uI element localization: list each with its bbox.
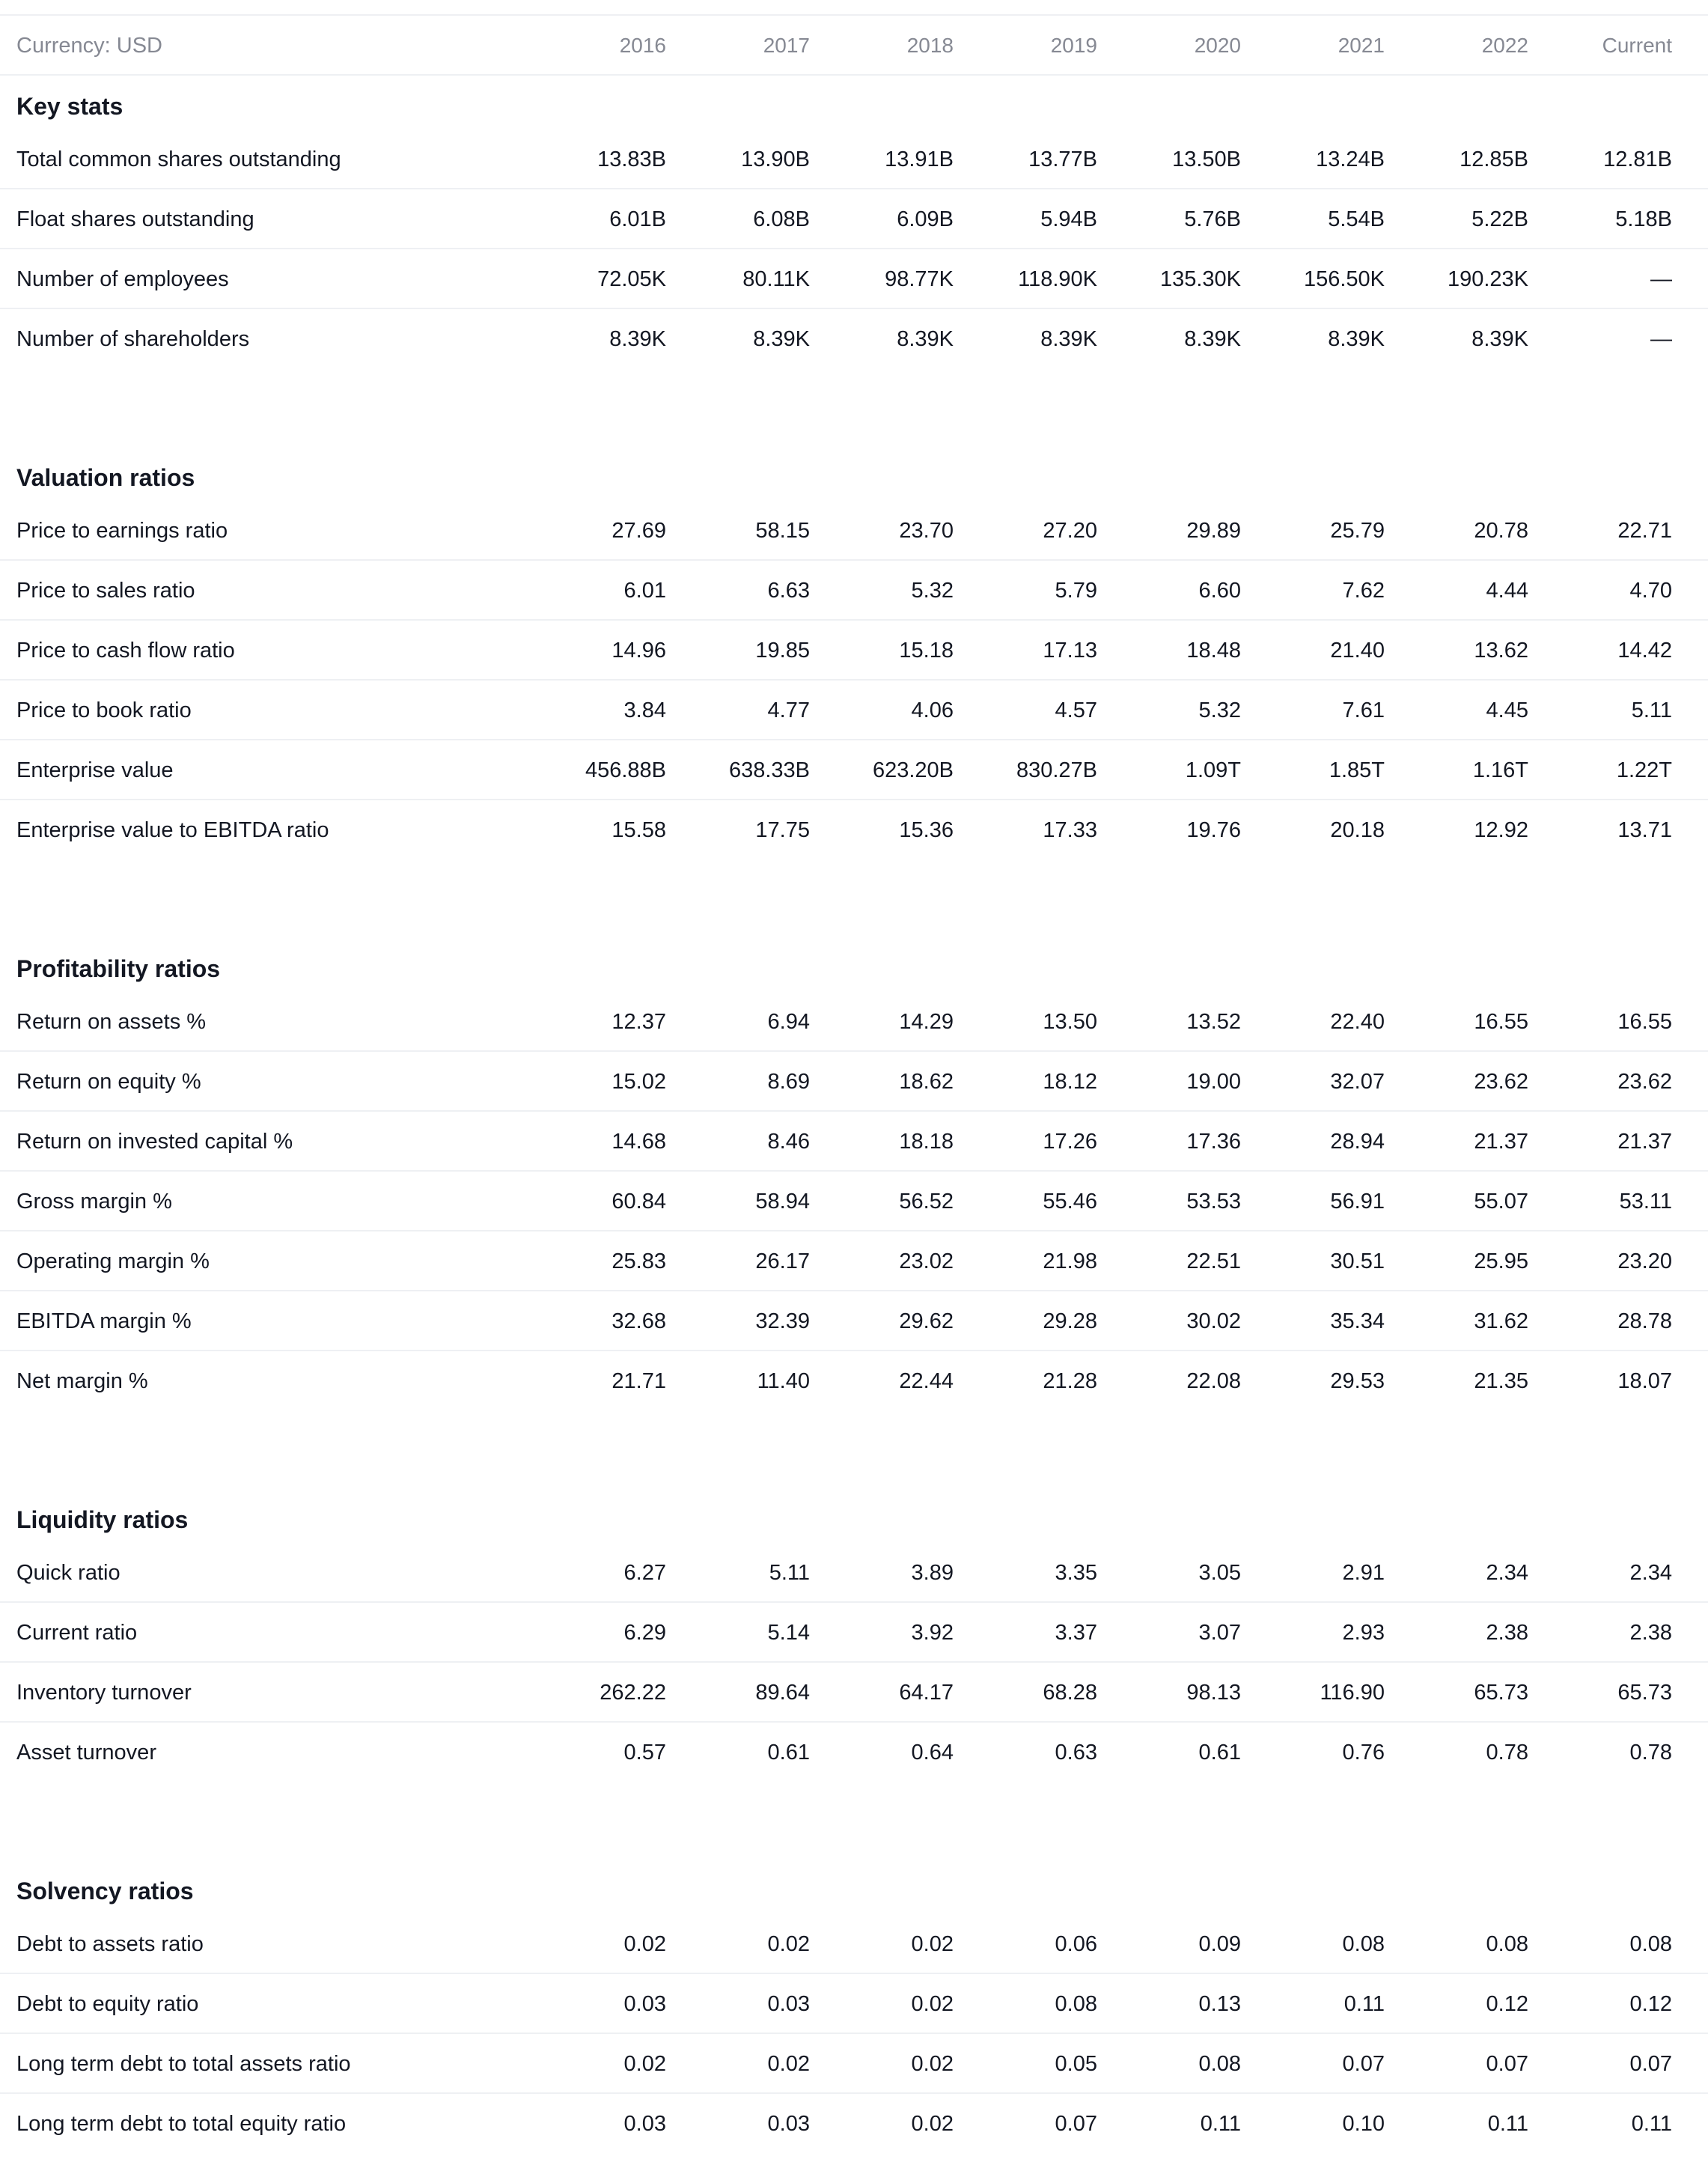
row-value-2018: 29.62 [899, 1309, 954, 1333]
row-value-2018: 5.32 [911, 579, 954, 603]
row-value-2018: 23.70 [899, 519, 954, 543]
row-value-2022: 13.62 [1474, 639, 1528, 663]
row-value-2020: 53.53 [1186, 1190, 1241, 1214]
row-value-2017: 6.94 [767, 1010, 810, 1034]
row-value-2017: 4.77 [767, 698, 810, 722]
row-value-2022: 20.78 [1474, 519, 1528, 543]
row-value-2019: 0.06 [1055, 1932, 1097, 1956]
row-label: Long term debt to total equity ratio [16, 2112, 347, 2136]
row-value-2018: 56.52 [899, 1190, 954, 1214]
section-title-liquidity-ratios: Liquidity ratios [16, 1506, 189, 1533]
row-value-2016: 60.84 [611, 1190, 666, 1214]
row-value-2022: 12.85B [1460, 147, 1528, 171]
table-header-row [0, 16, 1708, 76]
row-value-2016: 12.37 [611, 1010, 666, 1034]
row-value-2018: 6.09B [897, 207, 954, 231]
table-row [0, 2094, 1708, 2154]
row-value-2018: 8.39K [897, 327, 954, 351]
row-label: Total common shares outstanding [16, 147, 341, 171]
row-value-2021: 2.93 [1342, 1621, 1385, 1645]
row-value-2020: 0.09 [1198, 1932, 1241, 1956]
row-value-2017: 5.14 [767, 1621, 810, 1645]
row-value-current: 14.42 [1617, 639, 1672, 663]
row-value-2016: 25.83 [611, 1249, 666, 1273]
column-header-2022: 2022 [1481, 34, 1528, 57]
row-value-2021: 8.39K [1328, 327, 1385, 351]
row-value-2022: 0.07 [1486, 2052, 1528, 2076]
row-value-2021: 25.79 [1330, 519, 1385, 543]
row-value-2017: 8.39K [753, 327, 810, 351]
row-value-2021: 0.10 [1342, 2112, 1385, 2136]
row-value-2020: 30.02 [1186, 1309, 1241, 1333]
row-label: Enterprise value to EBITDA ratio [16, 818, 329, 842]
row-value-2018: 14.29 [899, 1010, 954, 1034]
row-value-2022: 4.45 [1486, 698, 1528, 722]
row-value-2022: 31.62 [1474, 1309, 1528, 1333]
table-row [0, 621, 1708, 681]
row-value-2017: 8.46 [767, 1130, 810, 1154]
row-value-2019: 29.28 [1043, 1309, 1097, 1333]
row-value-2022: 4.44 [1486, 579, 1528, 603]
row-value-2017: 0.03 [767, 1992, 810, 2016]
row-value-2016: 0.57 [623, 1741, 666, 1765]
row-label: Price to sales ratio [16, 579, 195, 603]
section-title-profitability-ratios: Profitability ratios [16, 955, 221, 982]
table-row [0, 1603, 1708, 1663]
row-value-current: 12.81B [1603, 147, 1672, 171]
row-value-2018: 15.18 [899, 639, 954, 663]
row-value-2018: 15.36 [899, 818, 954, 842]
row-label: Return on invested capital % [16, 1130, 293, 1154]
table-row [0, 992, 1708, 1052]
row-value-2019: 68.28 [1043, 1681, 1097, 1705]
row-value-current: 5.11 [1631, 698, 1672, 722]
row-value-2020: 29.89 [1186, 519, 1241, 543]
row-value-2020: 3.05 [1198, 1561, 1241, 1585]
row-value-2019: 21.98 [1043, 1249, 1097, 1273]
row-value-2020: 22.51 [1186, 1249, 1241, 1273]
row-value-2021: 7.61 [1342, 698, 1385, 722]
row-value-2016: 262.22 [600, 1681, 666, 1705]
row-value-2016: 0.02 [623, 1932, 666, 1956]
row-value-2022: 2.34 [1486, 1561, 1528, 1585]
row-value-2016: 14.96 [611, 639, 666, 663]
row-label: Price to book ratio [16, 698, 192, 722]
column-header-2019: 2019 [1050, 34, 1097, 57]
row-label: Asset turnover [16, 1741, 156, 1765]
row-value-2016: 0.02 [623, 2052, 666, 2076]
row-value-2020: 17.36 [1186, 1130, 1241, 1154]
row-value-2022: 21.35 [1474, 1369, 1528, 1393]
row-value-2021: 28.94 [1330, 1130, 1385, 1154]
row-value-2017: 0.02 [767, 2052, 810, 2076]
column-header-2021: 2021 [1338, 34, 1385, 57]
row-label: Number of shareholders [16, 327, 250, 351]
row-value-2017: 58.94 [755, 1190, 810, 1214]
header-divider [0, 74, 1708, 76]
row-value-2020: 0.08 [1198, 2052, 1241, 2076]
row-value-current: 23.62 [1617, 1070, 1672, 1094]
row-value-2020: 22.08 [1186, 1369, 1241, 1393]
row-value-2020: 0.13 [1198, 1992, 1241, 2016]
row-value-2021: 116.90 [1320, 1681, 1385, 1705]
row-value-2016: 27.69 [611, 519, 666, 543]
row-label: Price to cash flow ratio [16, 639, 235, 663]
row-value-2018: 18.62 [899, 1070, 954, 1094]
row-value-2020: 0.11 [1200, 2112, 1241, 2136]
table-row [0, 1052, 1708, 1112]
row-value-2019: 55.46 [1043, 1190, 1097, 1214]
row-value-2017: 8.69 [767, 1070, 810, 1094]
row-label: Quick ratio [16, 1561, 121, 1585]
table-row [0, 561, 1708, 621]
row-value-2019: 0.07 [1055, 2112, 1097, 2136]
row-value-2022: 5.22B [1471, 207, 1528, 231]
row-value-2022: 8.39K [1471, 327, 1528, 351]
table-row [0, 1231, 1708, 1291]
row-value-current: 0.78 [1629, 1741, 1672, 1765]
row-label: Return on equity % [16, 1070, 201, 1094]
row-value-2022: 0.08 [1486, 1932, 1528, 1956]
section-title-valuation-ratios: Valuation ratios [16, 464, 195, 491]
row-value-2020: 13.50B [1172, 147, 1241, 171]
row-value-2017: 6.08B [753, 207, 810, 231]
row-value-2019: 0.08 [1055, 1992, 1097, 2016]
row-value-2019: 118.90K [1018, 267, 1097, 291]
row-value-current: 0.12 [1629, 1992, 1672, 2016]
table-row [0, 130, 1708, 189]
row-value-2019: 4.57 [1055, 698, 1097, 722]
row-value-2018: 64.17 [899, 1681, 954, 1705]
row-value-2017: 17.75 [755, 818, 810, 842]
table-row [0, 2034, 1708, 2094]
row-value-2017: 80.11K [742, 267, 810, 291]
table-row [0, 1723, 1708, 1782]
row-value-current: 18.07 [1617, 1369, 1672, 1393]
row-value-2016: 32.68 [611, 1309, 666, 1333]
row-label: Debt to equity ratio [16, 1992, 199, 2016]
row-value-2020: 8.39K [1184, 327, 1241, 351]
row-value-2021: 0.76 [1342, 1741, 1385, 1765]
table-row [0, 1914, 1708, 1974]
row-value-2021: 56.91 [1330, 1190, 1385, 1214]
row-value-2020: 19.00 [1186, 1070, 1241, 1094]
row-label: EBITDA margin % [16, 1309, 192, 1333]
currency-label: Currency: USD [16, 34, 162, 58]
row-value-2021: 35.34 [1330, 1309, 1385, 1333]
column-header-2020: 2020 [1194, 34, 1241, 57]
row-value-2018: 13.91B [885, 147, 954, 171]
table-row [0, 1543, 1708, 1603]
row-value-2022: 16.55 [1474, 1010, 1528, 1034]
row-value-2021: 0.07 [1342, 2052, 1385, 2076]
table-row [0, 1172, 1708, 1231]
row-value-2018: 0.02 [911, 1992, 954, 2016]
row-label: Operating margin % [16, 1249, 210, 1273]
row-value-2022: 0.78 [1486, 1741, 1528, 1765]
row-value-2017: 26.17 [755, 1249, 810, 1273]
row-value-2019: 13.77B [1028, 147, 1097, 171]
table-row [0, 1112, 1708, 1172]
row-value-current: 16.55 [1617, 1010, 1672, 1034]
row-value-2017: 19.85 [755, 639, 810, 663]
row-label: Gross margin % [16, 1190, 172, 1214]
row-value-2017: 32.39 [755, 1309, 810, 1333]
row-value-current: 28.78 [1617, 1309, 1672, 1333]
row-value-2022: 25.95 [1474, 1249, 1528, 1273]
row-value-2020: 0.61 [1198, 1741, 1241, 1765]
row-value-2020: 1.09T [1185, 758, 1241, 782]
row-value-current: 5.18B [1615, 207, 1672, 231]
row-value-2021: 13.24B [1316, 147, 1385, 171]
table-row [0, 1974, 1708, 2034]
row-value-2016: 3.84 [623, 698, 666, 722]
row-value-2017: 0.03 [767, 2112, 810, 2136]
row-value-2018: 23.02 [899, 1249, 954, 1273]
row-label: Price to earnings ratio [16, 519, 228, 543]
column-header-2017: 2017 [763, 34, 810, 57]
column-header-current: Current [1602, 34, 1672, 57]
row-value-2016: 15.58 [611, 818, 666, 842]
section-title-key-stats: Key stats [16, 93, 123, 120]
row-value-2018: 3.89 [911, 1561, 954, 1585]
row-value-2019: 18.12 [1043, 1070, 1097, 1094]
table-row [0, 1291, 1708, 1351]
table-row [0, 1663, 1708, 1723]
row-value-2017: 58.15 [755, 519, 810, 543]
row-value-2018: 623.20B [872, 758, 954, 782]
table-row [0, 800, 1708, 860]
row-value-2016: 456.88B [585, 758, 666, 782]
row-value-2021: 1.85T [1329, 758, 1385, 782]
row-value-2020: 98.13 [1186, 1681, 1241, 1705]
row-value-2018: 0.02 [911, 2052, 954, 2076]
row-value-2021: 29.53 [1330, 1369, 1385, 1393]
row-value-2018: 0.02 [911, 2112, 954, 2136]
row-value-2022: 12.92 [1474, 818, 1528, 842]
table-row [0, 1351, 1708, 1411]
row-value-current: 1.22T [1616, 758, 1672, 782]
row-value-2016: 14.68 [611, 1130, 666, 1154]
row-value-2022: 190.23K [1447, 267, 1528, 291]
row-value-2022: 0.11 [1487, 2112, 1528, 2136]
row-value-2022: 2.38 [1486, 1621, 1528, 1645]
row-label: Net margin % [16, 1369, 148, 1393]
row-value-2017: 6.63 [767, 579, 810, 603]
row-value-2018: 3.92 [911, 1621, 954, 1645]
row-label: Inventory turnover [16, 1681, 192, 1705]
table-row [0, 249, 1708, 309]
row-value-2019: 8.39K [1040, 327, 1097, 351]
row-value-2020: 135.30K [1159, 267, 1241, 291]
row-value-2019: 17.13 [1043, 639, 1097, 663]
row-value-current: 22.71 [1617, 519, 1672, 543]
row-value-2021: 2.91 [1342, 1561, 1385, 1585]
row-value-2017: 638.33B [728, 758, 810, 782]
row-value-2018: 4.06 [911, 698, 954, 722]
row-value-2017: 89.64 [755, 1681, 810, 1705]
table-row [0, 309, 1708, 369]
row-value-2021: 30.51 [1330, 1249, 1385, 1273]
row-label: Current ratio [16, 1621, 138, 1645]
row-value-2020: 6.60 [1198, 579, 1241, 603]
row-value-2016: 72.05K [597, 267, 666, 291]
row-value-2019: 830.27B [1016, 758, 1097, 782]
row-value-2019: 27.20 [1043, 519, 1097, 543]
row-value-2022: 0.12 [1486, 1992, 1528, 2016]
row-value-2019: 3.35 [1055, 1561, 1097, 1585]
row-value-current: — [1650, 327, 1672, 351]
row-value-current: 23.20 [1617, 1249, 1672, 1273]
row-value-2021: 20.18 [1330, 818, 1385, 842]
row-value-2022: 23.62 [1474, 1070, 1528, 1094]
row-value-current: 2.38 [1629, 1621, 1672, 1645]
column-header-2018: 2018 [906, 34, 954, 57]
row-value-2020: 5.32 [1198, 698, 1241, 722]
section-title-solvency-ratios: Solvency ratios [16, 1878, 194, 1905]
column-header-2016: 2016 [619, 34, 666, 57]
row-value-2020: 19.76 [1186, 818, 1241, 842]
row-label: Debt to assets ratio [16, 1932, 204, 1956]
table-row [0, 740, 1708, 800]
table-row [0, 501, 1708, 561]
row-value-2016: 6.01B [609, 207, 666, 231]
row-value-2021: 0.11 [1343, 1992, 1385, 2016]
row-value-2021: 7.62 [1342, 579, 1385, 603]
row-value-2018: 0.64 [911, 1741, 954, 1765]
row-value-2020: 3.07 [1198, 1621, 1241, 1645]
row-value-current: 21.37 [1617, 1130, 1672, 1154]
row-value-2020: 13.52 [1186, 1010, 1241, 1034]
row-value-2019: 5.94B [1040, 207, 1097, 231]
row-value-2019: 0.05 [1055, 2052, 1097, 2076]
row-value-2016: 0.03 [623, 2112, 666, 2136]
row-value-2018: 18.18 [899, 1130, 954, 1154]
row-value-2018: 0.02 [911, 1932, 954, 1956]
row-value-2016: 21.71 [611, 1369, 666, 1393]
row-value-2019: 3.37 [1055, 1621, 1097, 1645]
row-value-current: — [1650, 267, 1672, 291]
row-value-2017: 5.11 [769, 1561, 810, 1585]
row-value-2021: 22.40 [1330, 1010, 1385, 1034]
row-value-2021: 0.08 [1342, 1932, 1385, 1956]
row-value-2016: 6.27 [623, 1561, 666, 1585]
row-value-2017: 0.61 [767, 1741, 810, 1765]
row-value-2019: 21.28 [1043, 1369, 1097, 1393]
row-value-current: 13.71 [1617, 818, 1672, 842]
row-label: Float shares outstanding [16, 207, 254, 231]
row-value-2019: 17.26 [1043, 1130, 1097, 1154]
row-value-2016: 0.03 [623, 1992, 666, 2016]
row-label: Enterprise value [16, 758, 174, 782]
row-value-2019: 5.79 [1055, 579, 1097, 603]
row-value-2018: 98.77K [885, 267, 954, 291]
row-value-2020: 18.48 [1186, 639, 1241, 663]
row-value-2019: 17.33 [1043, 818, 1097, 842]
row-value-current: 2.34 [1629, 1561, 1672, 1585]
row-value-2022: 21.37 [1474, 1130, 1528, 1154]
row-label: Long term debt to total assets ratio [16, 2052, 351, 2076]
row-value-2021: 21.40 [1330, 639, 1385, 663]
row-value-2022: 1.16T [1472, 758, 1528, 782]
row-value-2022: 55.07 [1474, 1190, 1528, 1214]
row-value-current: 65.73 [1617, 1681, 1672, 1705]
row-value-2017: 13.90B [741, 147, 810, 171]
row-value-current: 4.70 [1629, 579, 1672, 603]
row-value-2016: 6.29 [623, 1621, 666, 1645]
row-value-2021: 5.54B [1328, 207, 1385, 231]
row-value-current: 0.11 [1631, 2112, 1672, 2136]
row-label: Return on assets % [16, 1010, 207, 1034]
table-row [0, 189, 1708, 249]
row-value-2016: 15.02 [611, 1070, 666, 1094]
row-value-2016: 6.01 [623, 579, 666, 603]
row-value-2021: 32.07 [1330, 1070, 1385, 1094]
row-value-2019: 13.50 [1043, 1010, 1097, 1034]
row-value-current: 0.07 [1629, 2052, 1672, 2076]
row-value-2017: 11.40 [757, 1369, 810, 1393]
row-value-current: 53.11 [1619, 1190, 1672, 1214]
row-value-2016: 13.83B [597, 147, 666, 171]
table-row [0, 681, 1708, 740]
row-value-2020: 5.76B [1184, 207, 1241, 231]
row-label: Number of employees [16, 267, 229, 291]
row-value-current: 0.08 [1629, 1932, 1672, 1956]
row-value-2017: 0.02 [767, 1932, 810, 1956]
row-value-2016: 8.39K [609, 327, 666, 351]
row-value-2021: 156.50K [1303, 267, 1385, 291]
row-value-2018: 22.44 [899, 1369, 954, 1393]
row-value-2019: 0.63 [1055, 1741, 1097, 1765]
row-value-2022: 65.73 [1474, 1681, 1528, 1705]
